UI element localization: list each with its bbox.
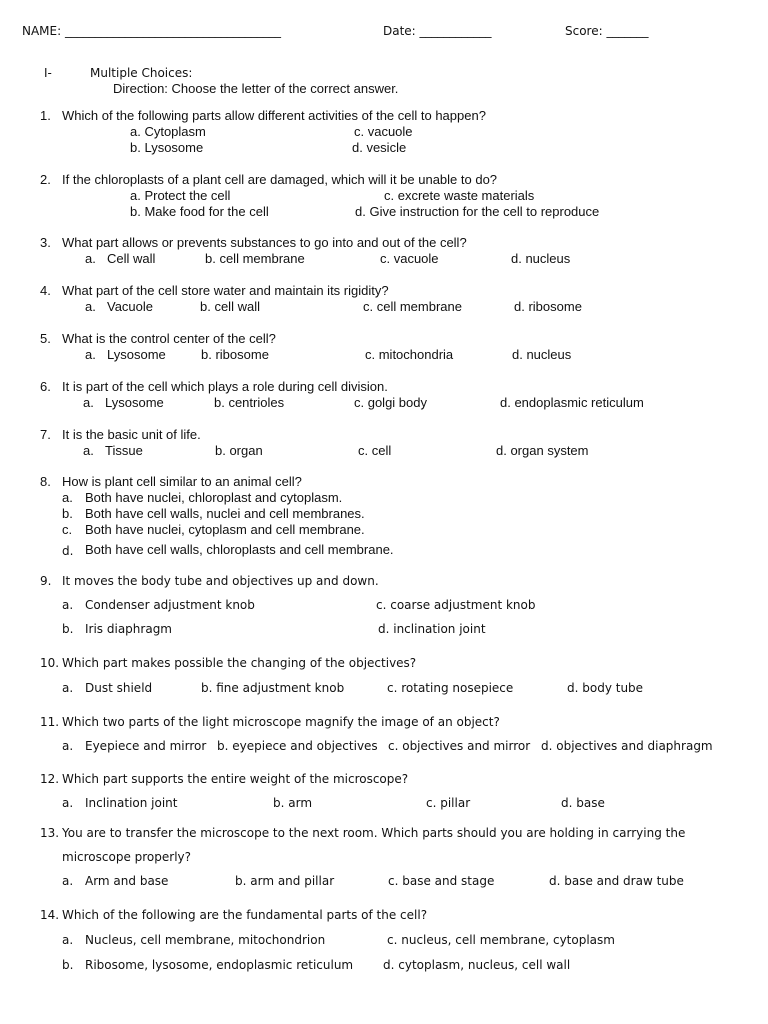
- answer-choice[interactable]: d. objectives and diaphragm: [541, 739, 713, 753]
- answer-choice[interactable]: d. vesicle: [352, 140, 407, 155]
- answer-letter: a.: [62, 598, 74, 612]
- answer-choice[interactable]: a. Protect the cell: [130, 188, 231, 203]
- answer-choice[interactable]: c. excrete waste materials: [384, 188, 535, 203]
- answer-letter: a.: [62, 796, 74, 810]
- question-text: Which two parts of the light microscope magnify the image of an object?: [62, 715, 500, 729]
- answer-letter: a.: [62, 739, 74, 753]
- answer-letter: b.: [62, 958, 74, 972]
- question-number: 7.: [40, 427, 51, 442]
- answer-choice[interactable]: Both have cell walls, nuclei and cell membranes.: [85, 506, 365, 521]
- name-field[interactable]: NAME: ____________________________________: [22, 24, 281, 38]
- answer-choice[interactable]: c. vacuole: [354, 124, 413, 139]
- answer-choice[interactable]: b. arm: [273, 796, 313, 810]
- answer-choice[interactable]: d. ribosome: [514, 299, 582, 314]
- answer-letter: a.: [85, 251, 96, 266]
- answer-choice[interactable]: b. cell membrane: [205, 251, 305, 266]
- question-text: It is part of the cell which plays a role during cell division.: [62, 379, 388, 394]
- answer-choice[interactable]: c. objectives and mirror: [388, 739, 531, 753]
- section-title: Multiple Choices:: [90, 66, 193, 80]
- score-field[interactable]: Score: _______: [565, 24, 649, 38]
- question-number: 5.: [40, 331, 51, 346]
- answer-letter: a.: [62, 681, 74, 695]
- answer-choice[interactable]: b. arm and pillar: [235, 874, 335, 888]
- directions: Direction: Choose the letter of the correct answer.: [113, 81, 399, 96]
- question-number: 1.: [40, 108, 51, 123]
- answer-letter: a.: [62, 874, 74, 888]
- question-text: Which part supports the entire weight of the microscope?: [62, 772, 409, 786]
- answer-letter: b.: [62, 506, 73, 521]
- question-number: 10.: [40, 656, 60, 670]
- answer-choice[interactable]: b. Lysosome: [130, 140, 204, 155]
- answer-choice[interactable]: d. Give instruction for the cell to reproduce: [355, 204, 600, 219]
- answer-choice[interactable]: Tissue: [105, 443, 143, 458]
- answer-choice[interactable]: Condenser adjustment knob: [85, 598, 255, 612]
- question-text: What part of the cell store water and maintain its rigidity?: [62, 283, 389, 298]
- answer-choice[interactable]: Lysosome: [105, 395, 164, 410]
- answer-choice[interactable]: b. ribosome: [201, 347, 269, 362]
- answer-choice[interactable]: b. cell wall: [200, 299, 260, 314]
- answer-letter: b.: [62, 622, 74, 636]
- answer-choice[interactable]: d. cytoplasm, nucleus, cell wall: [383, 958, 571, 972]
- answer-choice[interactable]: c. vacuole: [380, 251, 439, 266]
- answer-choice[interactable]: b. Make food for the cell: [130, 204, 269, 219]
- answer-choice[interactable]: d. base and draw tube: [549, 874, 684, 888]
- question-text: Which of the following are the fundamental parts of the cell?: [62, 908, 428, 922]
- question-text: If the chloroplasts of a plant cell are damaged, which will it be unable to do?: [62, 172, 498, 187]
- answer-choice[interactable]: d. organ system: [496, 443, 589, 458]
- answer-letter: a.: [62, 933, 74, 947]
- answer-choice[interactable]: a. Cytoplasm: [130, 124, 206, 139]
- date-field[interactable]: Date: ____________: [383, 24, 492, 38]
- question-text: What is the control center of the cell?: [62, 331, 276, 346]
- answer-choice[interactable]: c. mitochondria: [365, 347, 454, 362]
- question-number: 12.: [40, 772, 60, 786]
- question-number: 4.: [40, 283, 51, 298]
- answer-choice[interactable]: c. cell: [358, 443, 392, 458]
- question-number: 8.: [40, 474, 51, 489]
- answer-choice[interactable]: Both have nuclei, cytoplasm and cell membrane.: [85, 522, 365, 537]
- answer-letter: a.: [62, 490, 73, 505]
- section-number: I-: [44, 66, 52, 80]
- answer-choice[interactable]: d. inclination joint: [378, 622, 486, 636]
- answer-choice[interactable]: Both have nuclei, chloroplast and cytoplasm.: [85, 490, 343, 505]
- answer-choice[interactable]: Inclination joint: [85, 796, 178, 810]
- answer-choice[interactable]: d. body tube: [567, 681, 644, 695]
- question-number: 14.: [40, 908, 60, 922]
- answer-choice[interactable]: d. endoplasmic reticulum: [500, 395, 644, 410]
- answer-choice[interactable]: c. base and stage: [388, 874, 495, 888]
- answer-choice[interactable]: c. pillar: [426, 796, 471, 810]
- answer-choice[interactable]: c. rotating nosepiece: [387, 681, 514, 695]
- answer-choice[interactable]: b. fine adjustment knob: [201, 681, 345, 695]
- answer-letter: a.: [83, 395, 94, 410]
- answer-letter: d.: [62, 544, 74, 558]
- answer-letter: a.: [85, 347, 96, 362]
- answer-choice[interactable]: b. organ: [215, 443, 263, 458]
- answer-choice[interactable]: Cell wall: [107, 251, 156, 266]
- answer-choice[interactable]: Dust shield: [85, 681, 153, 695]
- question-text: Which part makes possible the changing of the objectives?: [62, 656, 417, 670]
- answer-choice[interactable]: Arm and base: [85, 874, 169, 888]
- question-number: 13.: [40, 826, 60, 840]
- question-number: 11.: [40, 715, 60, 729]
- answer-choice[interactable]: Vacuole: [107, 299, 154, 314]
- answer-choice[interactable]: c. coarse adjustment knob: [376, 598, 536, 612]
- answer-choice[interactable]: Lysosome: [107, 347, 166, 362]
- question-text-continued: microscope properly?: [62, 850, 192, 864]
- question-number: 6.: [40, 379, 51, 394]
- answer-letter: a.: [83, 443, 94, 458]
- answer-choice[interactable]: d. nucleus: [511, 251, 571, 266]
- question-text: It moves the body tube and objectives up and down.: [62, 574, 379, 588]
- question-text: What part allows or prevents substances to go into and out of the cell?: [62, 235, 467, 250]
- question-number: 3.: [40, 235, 51, 250]
- answer-choice[interactable]: Both have cell walls, chloroplasts and cell membrane.: [85, 542, 394, 557]
- question-text: Which of the following parts allow different activities of the cell to happen?: [62, 108, 486, 123]
- question-text: You are to transfer the microscope to the next room. Which parts should you are holding in carrying the: [62, 826, 686, 840]
- answer-choice[interactable]: Nucleus, cell membrane, mitochondrion: [85, 933, 326, 947]
- answer-choice[interactable]: b. eyepiece and objectives: [217, 739, 378, 753]
- question-text: It is the basic unit of life.: [62, 427, 201, 442]
- answer-choice[interactable]: Eyepiece and mirror: [85, 739, 207, 753]
- answer-choice[interactable]: d. base: [561, 796, 605, 810]
- question-number: 9.: [40, 574, 52, 588]
- answer-choice[interactable]: c. golgi body: [354, 395, 427, 410]
- answer-choice[interactable]: c. cell membrane: [363, 299, 462, 314]
- question-text: How is plant cell similar to an animal cell?: [62, 474, 302, 489]
- answer-choice[interactable]: Iris diaphragm: [85, 622, 172, 636]
- answer-letter: a.: [85, 299, 96, 314]
- answer-choice[interactable]: c. nucleus, cell membrane, cytoplasm: [387, 933, 615, 947]
- answer-choice[interactable]: b. centrioles: [214, 395, 285, 410]
- answer-choice[interactable]: Ribosome, lysosome, endoplasmic reticulum: [85, 958, 354, 972]
- question-number: 2.: [40, 172, 51, 187]
- answer-choice[interactable]: d. nucleus: [512, 347, 572, 362]
- answer-letter: c.: [62, 522, 73, 537]
